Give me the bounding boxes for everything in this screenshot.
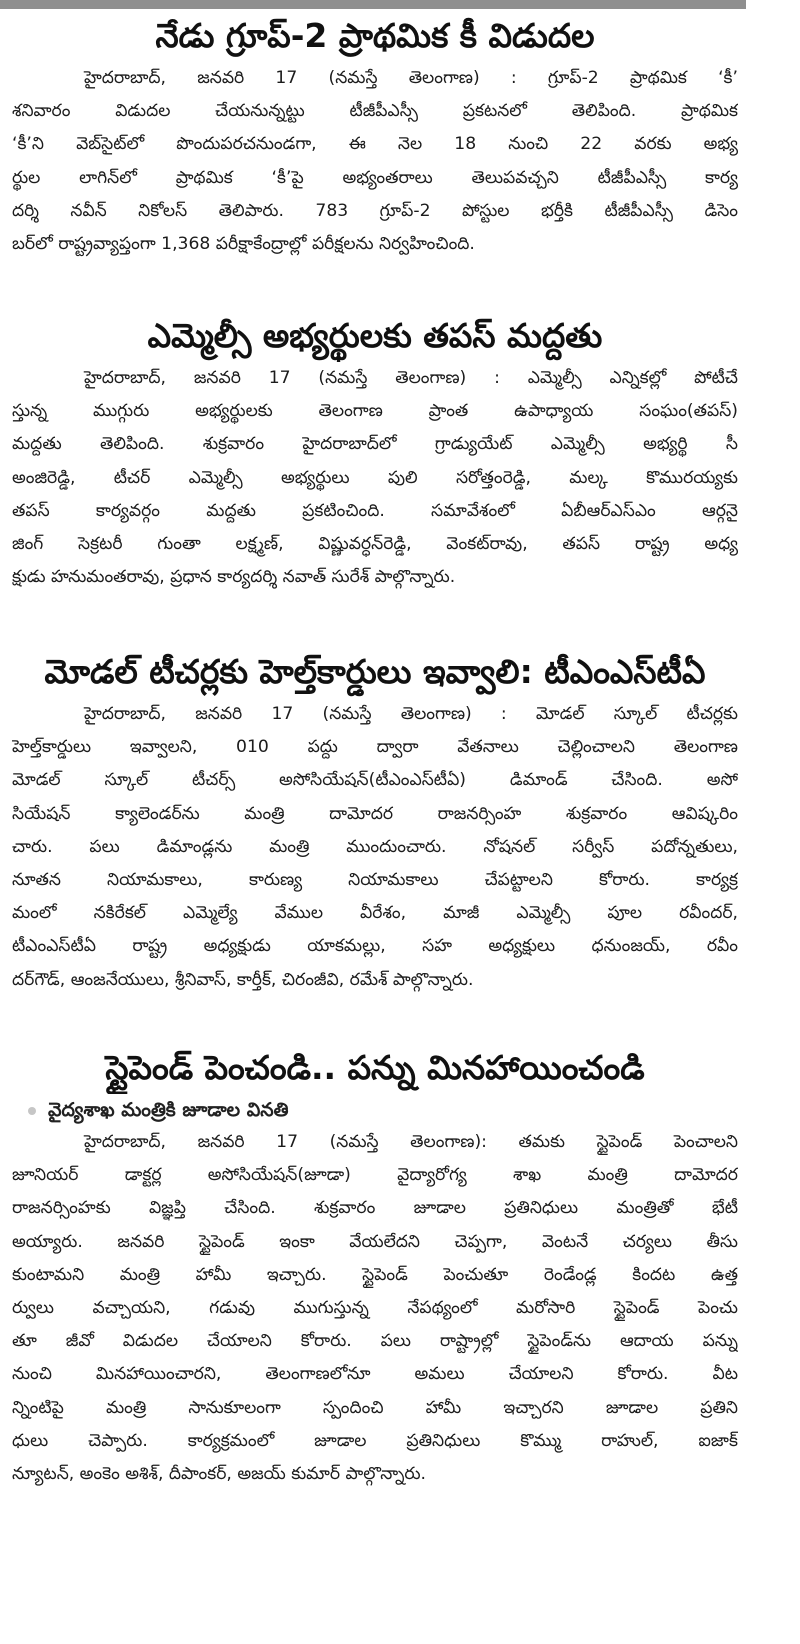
headline: నేడు గ్రూప్-2 ప్రాథమిక కీ విడుదల [155, 16, 595, 55]
body-line: టీఎంఎస్‌టీఏ రాష్ట్ర అధ్యక్షుడు యాకమల్లు, సహ అధ్యక్షులు ధనుంజయ్, రవీం [12, 936, 738, 957]
body-line: నూతన నియామకాలు, కారుణ్య నియామకాలు చేపట్టాలని కోరారు. కార్యక్ర [12, 870, 738, 891]
bullet-icon [28, 1107, 36, 1115]
body-line: నుంచి మినహాయించారని, తెలంగాణలోనూ అమలు చేయాలని కోరారు. వీట [12, 1364, 738, 1385]
body-line: హెల్త్‌కార్డులు ఇవ్వాలని, 010 పద్దు ద్వారా వేతనాలు చెల్లించాలని తెలంగాణ [12, 737, 738, 758]
body-line: రాజనర్సింహకు విజ్ఞప్తి చేసింది. శుక్రవారం జూడాల ప్రతినిధులు మంత్రితో భేటీ [12, 1198, 738, 1219]
article-body [12, 698, 738, 997]
body-line: జూనియర్ డాక్టర్ల అసోసియేషన్(జూడా) వైద్యారోగ్య శాఖ మంత్రి దామోదర [12, 1165, 738, 1186]
article-tapas-support [12, 310, 738, 594]
body-line: అంజిరెడ్డి, టీచర్ ఎమ్మెల్సీ అభ్యర్థులు పులి సరోత్తంరెడ్డి, మల్క కొమురయ్యకు [12, 467, 738, 488]
article-group2-key [12, 10, 738, 261]
body-line: హైదరాబాద్, జనవరి 17 (నమస్తే తెలంగాణ) : ఎమ్మెల్సీ ఎన్నికల్లో పోటీచే [84, 368, 738, 388]
body-line: న్నింటిపై మంత్రి సానుకూలంగా స్పందించి హామీ ఇచ్చారని జూడాల ప్రతిని [12, 1397, 738, 1418]
body-line: ర్థుల లాగిన్‌లో ప్రాథమిక ‘కీ’పై అభ్యంతరాలు తెలుపవచ్చని టీజీపీఎస్సీ కార్య [12, 167, 738, 188]
body-line: హైదరాబాద్, జనవరి 17 (నమస్తే తెలంగాణ) : గ్రూప్-2 ప్రాథమిక ‘కీ’ [84, 68, 738, 88]
body-line: మంలో నకిరేకల్ ఎమ్మెల్యే వేముల వీరేశం, మాజీ ఎమ్మెల్సీ పూల రవీందర్, [12, 903, 738, 924]
body-line: దర్‌గౌడ్, ఆంజనేయులు, శ్రీనివాస్, కార్తీక్, చిరంజీవి, రమేశ్ పాల్గొన్నారు. [12, 969, 474, 990]
article-body [12, 1126, 738, 1491]
body-line: హైదరాబాద్, జనవరి 17 (నమస్తే తెలంగాణ): తమకు స్టైపెండ్ పెంచాలని [84, 1132, 738, 1152]
body-line: ‘కీ’ని వెబ్‌సైట్‌లో పొందుపరచనుండగా, ఈ నెల 18 నుంచి 22 వరకు అభ్య [12, 134, 738, 155]
body-line: చారు. పలు డిమాండ్లను మంత్రి ముందుంచారు. నోషనల్ సర్వీస్ పదోన్నతులు, [12, 836, 738, 857]
body-line: బర్‌లో రాష్ట్రవ్యాప్తంగా 1,368 పరీక్షాకేంద్రాల్లో పరీక్షలను నిర్వహించింది. [12, 234, 475, 255]
subheadline-text: వైద్యశాఖ మంత్రికి జూడాల వినతి [48, 1099, 289, 1121]
body-line: మోడల్ స్కూల్ టీచర్స్ అసోసియేషన్(టీఎంఎస్‌టీఏ) డిమాండ్ చేసింది. అసో [12, 770, 738, 791]
body-line: న్యూటన్, అంకెం అశిశ్, దీపాంకర్, అజయ్ కుమార్ పాల్గొన్నారు. [12, 1464, 426, 1485]
article-body [12, 362, 738, 594]
top-rule [0, 0, 746, 9]
body-line: జింగ్ సెక్రటరీ గుంతా లక్ష్మణ్, విష్ణువర్ధన్‌రెడ్డి, వెంకట్‌రావు, తపస్ రాష్ట్ర అధ్య [12, 534, 738, 555]
body-line: దర్శి నవీన్ నికోలస్ తెలిపారు. 783 గ్రూప్-2 పోస్టుల భర్తీకి టీజీపీఎస్సీ డిసెం [12, 200, 738, 221]
body-line: సియేషన్ క్యాలెండర్‌ను మంత్రి దామోదర రాజనర్సింహ శుక్రవారం ఆవిష్కరిం [12, 803, 738, 824]
body-line: తపస్ కార్యవర్గం మద్దతు ప్రకటించింది. సమావేశంలో ఏబీఆర్‌ఎస్‌ఎం ఆర్గనై [12, 500, 738, 521]
article-body [12, 62, 738, 261]
headline: స్టైపెండ్ పెంచండి.. పన్ను మినహాయించండి [105, 1048, 645, 1087]
body-line: తూ జీవో విడుదల చేయాలని కోరారు. పలు రాష్ట్రాల్లో స్టైపెండ్‌ను ఆదాయ పన్ను [12, 1331, 738, 1352]
body-line: స్తున్న ముగ్గురు అభ్యర్థులకు తెలంగాణ ప్రాంత ఉపాధ్యాయ సంఘం(తపస్) [12, 401, 738, 422]
body-line: శనివారం విడుదల చేయనున్నట్టు టీజీపీఎస్సీ ప్రకటనలో తెలిపింది. ప్రాథమిక [12, 101, 738, 122]
body-line: హైదరాబాద్, జనవరి 17 (నమస్తే తెలంగాణ) : మోడల్ స్కూల్ టీచర్లకు [84, 704, 738, 724]
headline: ఎమ్మెల్సీ అభ్యర్థులకు తపస్ మద్దతు [147, 316, 603, 355]
body-line: ధులు చెప్పారు. కార్యక్రమంలో జూడాల ప్రతినిధులు కొమ్ము రాహుల్, ఐజాక్ [12, 1430, 738, 1451]
body-line: ర్వులు వచ్చాయని, గడువు ముగుస్తున్న నేపథ్యంలో మరోసారి స్టైపెండ్ పెంచు [12, 1298, 738, 1319]
body-line: అయ్యారు. జనవరి స్టైపెండ్ ఇంకా వేయలేదని చెప్పగా, వెంటనే చర్యలు తీసు [12, 1231, 738, 1252]
article-stipend [12, 1042, 738, 1491]
article-model-teachers [12, 646, 738, 997]
body-line: క్షుడు హనుమంతరావు, ప్రధాన కార్యదర్శి నవాత్ సురేశ్ పాల్గొన్నారు. [12, 567, 456, 588]
subheadline [12, 1094, 738, 1126]
body-line: మద్దతు తెలిపింది. శుక్రవారం హైదరాబాద్‌లో గ్రాడ్యుయేట్ ఎమ్మెల్సీ అభ్యర్థి సీ [12, 434, 738, 455]
body-line: కుంటామని మంత్రి హామీ ఇచ్చారు. స్టైపెండ్ పెంచుతూ రెండేండ్ల కిందట ఉత్త [12, 1264, 738, 1285]
headline: మోడల్ టీచర్లకు హెల్త్‌కార్డులు ఇవ్వాలి: టీఎంఎస్‌టీఏ [44, 652, 706, 691]
